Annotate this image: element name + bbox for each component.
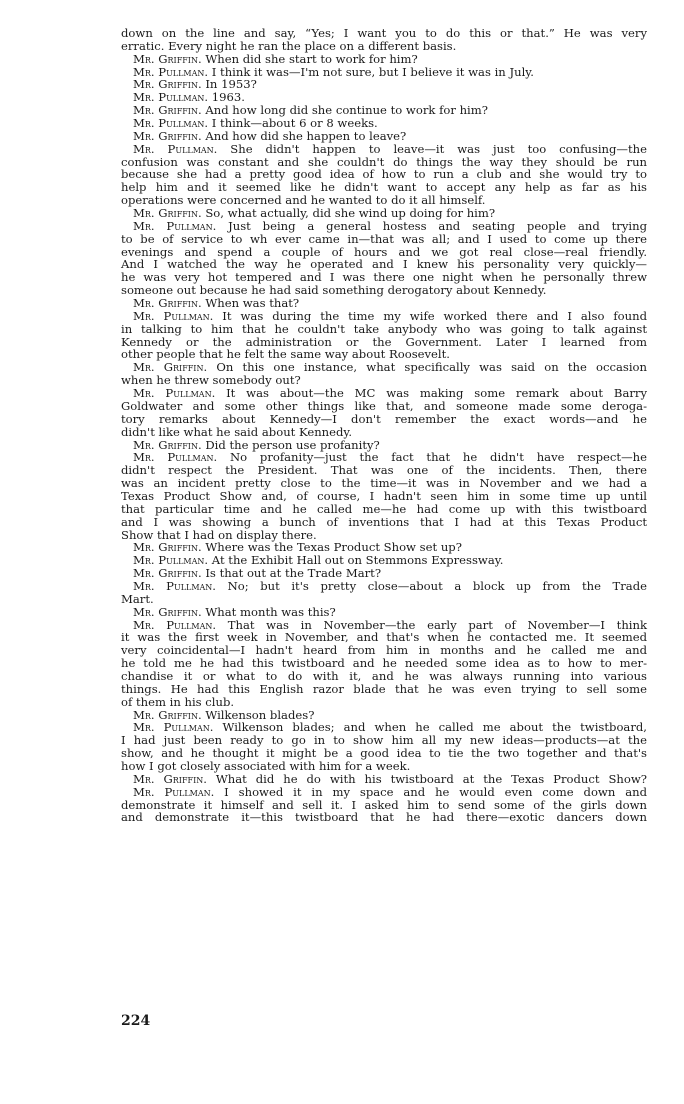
line-text: that particular time and he called me—he had come up with this twistboard	[121, 501, 647, 516]
speaker-label: Mr. Griffin.	[133, 296, 202, 311]
line-text: didn't like what he said about Kennedy.	[121, 424, 353, 439]
speaker-label: Mr. Griffin.	[133, 566, 202, 581]
line-text: chandise it or what to do with it, and he was always running into various	[121, 668, 647, 683]
line-text: I think—about 6 or 8 weeks.	[208, 116, 378, 131]
speaker-label: Mr. Griffin.	[133, 604, 202, 619]
line-text: When did she start to work for him?	[201, 51, 418, 66]
speaker-label: Mr. Pullman.	[133, 64, 209, 79]
line-text: And I watched the way he operated and I knew his personality very quickly—	[121, 257, 647, 272]
speaker-label: Mr. Griffin.	[133, 51, 202, 66]
line-text: was an incident pretty close to the time—it was in November and we had a	[121, 476, 647, 491]
line-text: demonstrate it himself and sell it. I asked him to send some of the girls down	[121, 797, 647, 812]
line-text: because she had a pretty good idea of how to run a club and she would try to	[121, 167, 647, 182]
speaker-label: Mr. Griffin.	[133, 707, 202, 722]
line-text: confusion was constant and she couldn't do things the way they should be run	[121, 154, 647, 169]
line-text: very coincidental—I hadn't heard from him in months and he called me and	[121, 643, 647, 658]
line-text: how I got closely associated with him for a week.	[121, 758, 411, 773]
line-text: It was during the time my wife worked there and I also found	[213, 308, 647, 323]
speaker-label: Mr. Pullman.	[133, 450, 218, 465]
line-text: and demonstrate it—this twistboard that he had there—exotic dancers down	[121, 810, 647, 825]
speaker-label: Mr. Pullman.	[133, 617, 217, 632]
line-text: No profanity—just the fact that he didn't have respect—he	[217, 450, 647, 465]
speaker-label: Mr. Pullman.	[133, 720, 214, 735]
line-text: Just being a general hostess and seating people and trying	[216, 218, 647, 233]
line-text: That was in November—the early part of November—I think	[216, 617, 647, 632]
speaker-label: Mr. Griffin.	[133, 771, 207, 786]
speaker-label: Mr. Griffin.	[133, 540, 202, 555]
line-text: and I was showing a bunch of inventions that I had at this Texas Product	[121, 514, 647, 529]
line-text: of them in his club.	[121, 694, 235, 709]
speaker-label: Mr. Griffin.	[133, 360, 208, 375]
line-text: It was about—the MC was making some remark about Barry	[215, 386, 647, 401]
line-text: to be of service to wh ever came in—that was all; and I used to come up there	[121, 231, 647, 246]
speaker-label: Mr. Griffin.	[133, 128, 202, 143]
line-text: She didn't happen to leave—it was just too confusing—the	[217, 141, 647, 156]
line-text: Goldwater and some other things like that, and someone made some deroga-	[121, 398, 647, 413]
speaker-label: Mr. Pullman.	[133, 553, 209, 568]
speaker-label: Mr. Griffin.	[133, 206, 202, 221]
speaker-label: Mr. Pullman.	[133, 784, 215, 799]
line-text: And how did she happen to leave?	[201, 128, 407, 143]
line-text: he told me he had this twistboard and he needed some idea as to how to mer-	[121, 656, 647, 671]
line-text: At the Exhibit Hall out on Stemmons Expressway.	[208, 553, 504, 568]
line-text: Is that out at the Trade Mart?	[201, 566, 382, 581]
line-text: Where was the Texas Product Show set up?	[201, 540, 462, 555]
line-text: Did the person use profanity?	[201, 437, 380, 452]
speaker-label: Mr. Pullman.	[133, 578, 216, 593]
speaker-label: Mr. Griffin.	[133, 437, 202, 452]
line-text: things. He had this English razor blade that he was even trying to sell some	[121, 681, 647, 696]
line-text: Wilkenson blades?	[201, 707, 315, 722]
line-text: Texas Product Show and, of course, I hadn't seen him in some time up until	[121, 488, 647, 503]
speaker-label: Mr. Griffin.	[133, 103, 202, 118]
speaker-label: Mr. Griffin.	[133, 77, 202, 92]
testimony-line	[121, 580, 647, 593]
line-text: it was the first week in November, and that's when he contacted me. It seemed	[121, 630, 647, 645]
line-text: I had just been ready to go in to show him all my new ideas—products—at the	[121, 733, 647, 748]
line-text: other people that he felt the same way about Roosevelt.	[121, 347, 450, 362]
speaker-label: Mr. Pullman.	[133, 308, 214, 323]
line-text: help him and it seemed like he didn't want to accept any help as far as his	[121, 180, 647, 195]
line-text: operations were concerned and he wanted to do it all himself.	[121, 193, 486, 208]
speaker-label: Mr. Pullman.	[133, 386, 216, 401]
line-text: What did he do with his twistboard at the Texas Product Show?	[206, 771, 647, 786]
line-text: 1963.	[208, 90, 245, 105]
line-text: he was very hot tempered and I was there one night when he personally threw	[121, 270, 647, 285]
speaker-label: Mr. Pullman.	[133, 90, 209, 105]
line-text: Mart.	[121, 591, 154, 606]
line-text: Wilkenson blades; and when he called me about the twistboard,	[213, 720, 647, 735]
line-text: didn't respect the President. That was one of the incidents. Then, there	[121, 463, 647, 478]
line-text: show, and he thought it might be a good idea to tie the two together and that's	[121, 746, 647, 761]
line-text: On this one instance, what specifically was said on the occasion	[207, 360, 647, 375]
line-text: down on the line and say, “Yes; I want you to do this or that.” He was very	[121, 26, 647, 40]
line-text: In 1953?	[201, 77, 257, 92]
line-text: tory remarks about Kennedy—I don't remember the exact words—and he	[121, 411, 647, 426]
line-text: in talking to him that he couldn't take anybody who was going to talk against	[121, 321, 647, 336]
line-text: I showed it in my space and he would even come down and	[214, 784, 647, 799]
line-text: So, what actually, did she wind up doing for him?	[201, 206, 496, 221]
page-number: 224	[121, 1013, 151, 1029]
speaker-label: Mr. Pullman.	[133, 218, 217, 233]
line-text: And how long did she continue to work for him?	[201, 103, 488, 118]
line-text: Kennedy or the administration or the Government. Later I learned from	[121, 334, 647, 349]
line-text: No; but it's pretty close—about a block up from the Trade	[216, 578, 647, 593]
transcript-page	[121, 27, 647, 824]
line-text: I think it was—I'm not sure, but I believe it was in July.	[208, 64, 534, 79]
speaker-label: Mr. Pullman.	[133, 116, 209, 131]
speaker-label: Mr. Pullman.	[133, 141, 218, 156]
line-text: when he threw somebody out?	[121, 373, 301, 388]
line-text: erratic. Every night he ran the place on a different basis.	[121, 38, 457, 53]
line-text: Show that I had on display there.	[121, 527, 317, 542]
line-text: What month was this?	[201, 604, 336, 619]
line-text: someone out because he had said something derogatory about Kennedy.	[121, 283, 547, 298]
text-line	[121, 811, 647, 824]
line-text: evenings and spend a couple of hours and we got real close—real friendly.	[121, 244, 647, 259]
line-text: When was that?	[201, 296, 300, 311]
